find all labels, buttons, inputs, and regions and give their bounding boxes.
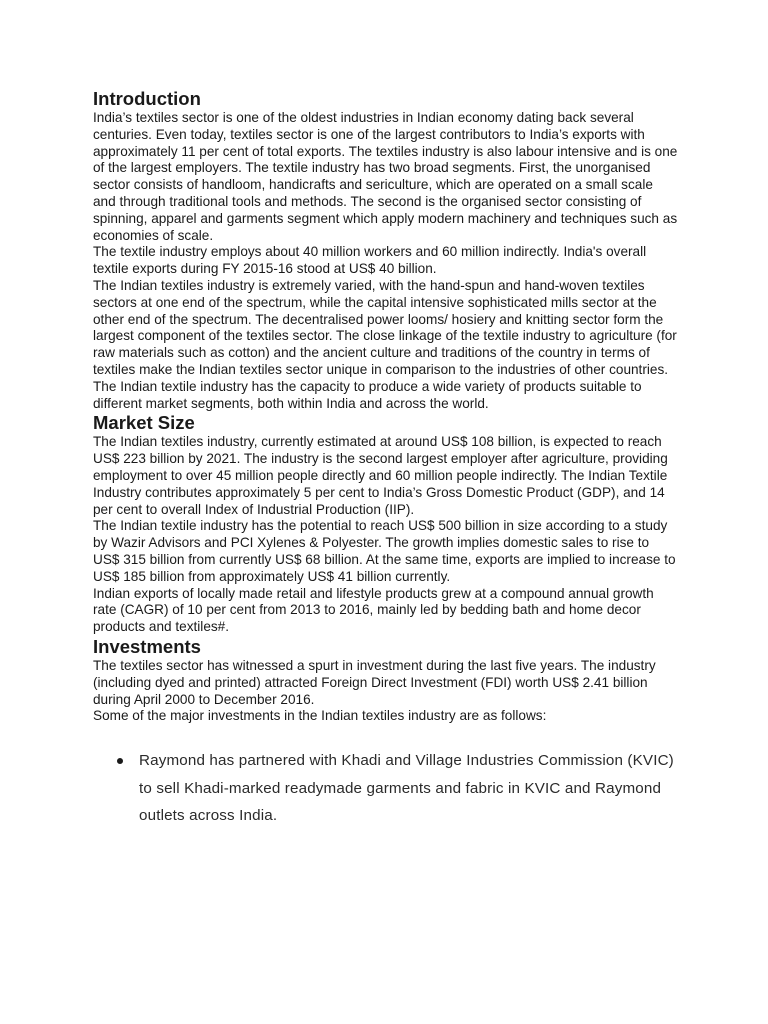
- introduction-paragraph-1: India’s textiles sector is one of the oldest industries in Indian economy dating back several centuries. Even today, textiles sector is one of the largest contributors to India’s exports with approximately 11 per cent of total exports. The textiles industry is also labour intensive and is one of the largest employers. The textile industry has two broad segments. First, the unorganised sector consists of handloom, handicrafts and sericulture, which are operated on a small scale and through traditional tools and methods. The second is the organised sector consisting of spinning, apparel and garments segment which apply modern machinery and techniques such as economies of scale.: [93, 110, 678, 243]
- market-size-paragraph-3: Indian exports of locally made retail and lifestyle products grew at a compound annual growth rate (CAGR) of 10 per cent from 2013 to 2016, mainly led by bedding bath and home decor products and textiles#.: [93, 585, 654, 635]
- investments-paragraph-1: The textiles sector has witnessed a spurt in investment during the last five years. The industry (including dyed and printed) attracted Foreign Direct Investment (FDI) worth US$ 2.41 billion during April 2000 to December 2016.: [93, 657, 656, 707]
- section-heading-investments: Investments: [93, 635, 201, 657]
- investments-bullet-list: [93, 747, 678, 830]
- market-size-paragraph-1: The Indian textiles industry, currently estimated at around US$ 108 billion, is expected to reach US$ 223 billion by 2021. The industry is the second largest employer after agriculture, providing employment to over 45 million people directly and 60 million people indirectly. The Indian Textile Industry contributes approximately 5 per cent to India’s Gross Domestic Product (GDP), and 14 per cent to overall Index of Industrial Production (IIP).: [93, 434, 668, 517]
- section-heading-market-size: Market Size: [93, 412, 195, 434]
- introduction-paragraph-2: The textile industry employs about 40 million workers and 60 million indirectly. India's overall textile exports during FY 2015-16 stood at US$ 40 billion.: [93, 244, 647, 277]
- introduction-paragraph-3: The Indian textiles industry is extremely varied, with the hand-spun and hand-woven textiles sectors at one end of the spectrum, while the capital intensive sophisticated mills sector at the other end of the spectrum. The decentralised power looms/ hosiery and knitting sector form the largest component of the textiles sector. The close linkage of the textile industry to agriculture (for raw materials such as cotton) and the ancient culture and traditions of the country in terms of textiles make the Indian textiles sector unique in comparison to the industries of other countries. The Indian textile industry has the capacity to produce a wide variety of products suitable to different market segments, both within India and across the world.: [93, 277, 677, 411]
- list-item: [93, 747, 678, 830]
- investments-paragraph-2: Some of the major investments in the Indian textiles industry are as follows:: [93, 708, 547, 724]
- market-size-paragraph-2: The Indian textile industry has the potential to reach US$ 500 billion in size according to a study by Wazir Advisors and PCI Xylenes & Polyester. The growth implies domestic sales to rise to US$ 315 billion from currently US$ 68 billion. At the same time, exports are implied to increase to US$ 185 billion from approximately US$ 41 billion currently.: [93, 518, 676, 584]
- bullet-icon: [117, 758, 123, 764]
- section-heading-introduction: Introduction: [93, 88, 201, 109]
- document-page: [93, 88, 678, 830]
- list-item-text: Raymond has partnered with Khadi and Village Industries Commission (KVIC) to sell Khadi-marked readymade garments and fabric in KVIC and Raymond outlets across India.: [139, 752, 674, 825]
